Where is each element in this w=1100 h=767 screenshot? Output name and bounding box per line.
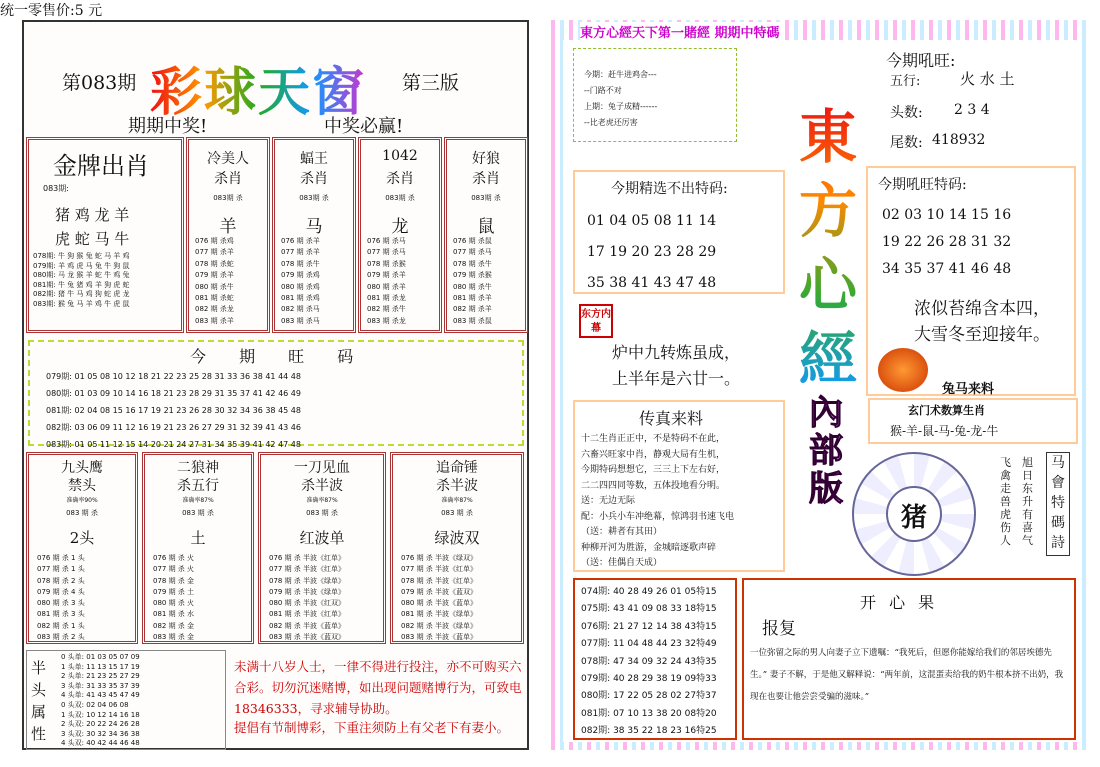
kill-box bbox=[142, 452, 254, 644]
gold-issue: 083期: bbox=[43, 184, 69, 193]
kill-answer: 2头 bbox=[69, 529, 95, 547]
happy-title: 开 心 果 bbox=[860, 593, 939, 612]
hist-line: 077 期 杀 火 bbox=[153, 565, 195, 574]
hist-line: 083 期 杀 2 头 bbox=[37, 633, 85, 642]
hist-line: 083期: 猴 兔 马 羊 鸡 牛 虎 鼠 bbox=[33, 299, 130, 308]
kill-zodiac-box bbox=[358, 137, 442, 333]
hot-row: 079期: 01 05 08 10 12 18 21 22 23 25 28 31 33 36 38 41 44 48 bbox=[46, 372, 301, 381]
hist-line: 076 期 杀 半波《红单》 bbox=[269, 554, 346, 562]
half-row: 3 头单: 31 33 35 37 39 bbox=[61, 681, 140, 690]
hist-line: 079 期 杀鸡 bbox=[281, 271, 320, 280]
col-answer: 羊 bbox=[219, 217, 237, 237]
hot-numbers-title: 今 期 旺 码 bbox=[190, 347, 368, 366]
fax-line: 送：无边无际 bbox=[581, 496, 636, 506]
kill-subtitle: 禁头 bbox=[68, 478, 96, 494]
hot-code-row: 34 35 37 41 46 48 bbox=[882, 261, 1012, 277]
fax-box bbox=[573, 400, 785, 572]
pick-box bbox=[573, 170, 785, 294]
vert-text-2: 旭日东升有喜气 bbox=[1022, 456, 1033, 547]
hist-line: 082 期 杀 半波《蓝单》 bbox=[269, 621, 346, 630]
col-title: 蝠王 bbox=[300, 151, 328, 167]
hist-line: 078 期 杀 2 头 bbox=[37, 576, 85, 585]
hist-line: 081 期 杀羊 bbox=[453, 294, 492, 303]
hist-line: 076 期 杀鸡 bbox=[195, 237, 234, 245]
gold-row-1: 猪 鸡 龙 羊 bbox=[55, 206, 130, 224]
hist-line: 078 期 杀猴 bbox=[367, 259, 406, 268]
verse-luzhong-2: 上半年是六廿一。 bbox=[612, 369, 741, 388]
hist-line: 080 期 杀 火 bbox=[153, 599, 195, 608]
hist-line: 082期: 猪 牛 马 鸡 狗 蛇 虎 龙 bbox=[33, 290, 130, 298]
col-issue: 083期 杀 bbox=[471, 194, 501, 202]
poem-box bbox=[573, 48, 737, 142]
hist-line: 080 期 杀 3 头 bbox=[37, 599, 85, 608]
verse-line-1: 浓似苔绵含本四， bbox=[914, 299, 1050, 319]
fax-line: 今期特码想想它，三三上下左右好， bbox=[581, 465, 726, 475]
happy-box bbox=[742, 578, 1076, 740]
kill-answer: 绿波双 bbox=[434, 529, 480, 547]
wheel-center-char: 猪 bbox=[901, 503, 928, 533]
col-subtitle: 杀肖 bbox=[300, 171, 328, 187]
hot-numbers-box bbox=[28, 340, 524, 449]
kill-subtitle: 杀半波 bbox=[301, 478, 343, 494]
slogan-left: 期期中奖! bbox=[128, 116, 208, 137]
poem-line: --门路不对 bbox=[584, 86, 622, 95]
zodiac-wheel bbox=[852, 452, 976, 576]
hist-line: 082 期 杀 半波《绿单》 bbox=[401, 621, 478, 630]
hist-line: 083 期 杀鼠 bbox=[453, 316, 492, 325]
hist-line: 082 期 杀马 bbox=[281, 305, 320, 314]
result-row: 080期: 17 22 05 28 02 27特37 bbox=[581, 691, 717, 702]
kill-answer: 红波单 bbox=[299, 529, 345, 547]
col-subtitle: 杀肖 bbox=[472, 171, 500, 187]
tu-ma-lai: 兔马来料 bbox=[942, 382, 995, 397]
hist-line: 078 期 杀 半波《绿单》 bbox=[269, 576, 346, 585]
hist-line: 080 期 杀牛 bbox=[453, 282, 492, 291]
hist-line: 083 期 杀 金 bbox=[153, 633, 195, 642]
pick-row: 35 38 41 43 47 48 bbox=[587, 275, 717, 291]
col-answer: 龙 bbox=[391, 217, 409, 237]
gold-row-2: 虎 蛇 马 牛 bbox=[55, 230, 130, 248]
kill-title: 二狼神 bbox=[177, 460, 219, 476]
hist-line: 082 期 杀 金 bbox=[153, 621, 195, 630]
half-row: 0 头单: 01 03 05 07 09 bbox=[61, 653, 140, 661]
kill-zodiac-box bbox=[186, 137, 270, 333]
vert-text-1: 飞禽走兽虎伤人 bbox=[1000, 456, 1011, 547]
pick-title: 今期精选不出特码: bbox=[611, 181, 728, 197]
logo-title: 彩球天窗 bbox=[150, 50, 366, 125]
vertical-subtitle: 內部版 bbox=[809, 393, 843, 509]
fax-lines bbox=[581, 432, 734, 572]
kill-title: 九头鹰 bbox=[61, 460, 103, 476]
slogan-right: 中奖必赢! bbox=[324, 116, 404, 137]
col-title: 冷美人 bbox=[207, 151, 249, 167]
pick-row: 01 04 05 08 11 14 bbox=[587, 213, 717, 229]
happy-subtitle: 报复 bbox=[762, 619, 796, 639]
wx-value: 火 水 土 bbox=[960, 70, 1015, 88]
kill-zodiac-box bbox=[444, 137, 528, 333]
hist-line: 080 期 杀鸡 bbox=[281, 282, 320, 291]
hot-row: 080期: 01 03 09 10 14 16 18 21 23 28 29 31 35 37 41 42 46 49 bbox=[46, 389, 301, 398]
fax-line: 六畜兴旺家中肖，静观大局有生机， bbox=[581, 449, 726, 460]
poem-line: --比老虎还厉害 bbox=[584, 118, 638, 127]
verse-luzhong-1: 炉中九转炼虽成， bbox=[612, 343, 741, 362]
hist-line: 082 期 杀牛 bbox=[367, 305, 406, 314]
hist-line: 079 期 杀 半波《绿单》 bbox=[269, 587, 346, 596]
poem-line: 上期：兔子成精------ bbox=[584, 102, 658, 111]
results-box bbox=[573, 578, 737, 740]
hist-line: 080 期 杀 半波《蓝单》 bbox=[401, 599, 478, 608]
hist-line: 082 期 杀龙 bbox=[195, 305, 234, 314]
hist-line: 081 期 杀 半波《红单》 bbox=[269, 610, 346, 619]
col-subtitle: 杀肖 bbox=[386, 171, 414, 187]
hot-code-title: 今期吼旺特码: bbox=[878, 177, 967, 193]
hot-numbers-rows bbox=[46, 368, 301, 453]
hot-row: 083期: 01 05 11 12 15 14 20 21 24 27 31 34 35 39 41 42 47 48 bbox=[46, 440, 301, 449]
half-row: 3 头双: 30 32 34 36 38 bbox=[61, 729, 140, 738]
kill-rate: 准确率90% bbox=[66, 497, 98, 504]
kill-subtitle: 杀半波 bbox=[436, 478, 478, 494]
hist-line: 083 期 杀龙 bbox=[367, 316, 406, 325]
head-label: 头数: bbox=[890, 105, 923, 121]
hist-line: 079 期 杀羊 bbox=[195, 271, 234, 280]
tail-value: 418932 bbox=[932, 132, 986, 148]
half-head-rows bbox=[61, 653, 140, 749]
hot-title: 今期吼旺: bbox=[886, 51, 956, 70]
col-issue: 083期 杀 bbox=[299, 194, 329, 202]
happy-text: 一位弥留之际的男人向妻子立下遗嘱：“我死后，但愿你能嫁给我们的邻居埃德先生。” 妻子不解，于是他又解释说：“两年前，这混蛋卖给我的奶牛根本挤不出奶，我现在也要让他尝尝受骗的滋味。” bbox=[750, 648, 1064, 702]
hot-code-box bbox=[866, 166, 1076, 396]
hist-line: 077 期 杀羊 bbox=[281, 248, 320, 257]
hist-line: 079 期 杀羊 bbox=[367, 271, 406, 280]
left-page bbox=[22, 20, 529, 750]
gold-title: 金牌出肖 bbox=[53, 152, 149, 180]
kill-box bbox=[258, 452, 386, 644]
hist-line: 077 期 杀马 bbox=[367, 248, 406, 257]
result-row: 075期: 43 41 09 08 33 18特15 bbox=[581, 604, 717, 615]
hist-line: 078 期 杀蛇 bbox=[195, 259, 234, 268]
retail-price: 统一零售价:5 元 bbox=[0, 3, 103, 19]
notice-text: 未满十八岁人士，一律不得进行投注，亦不可购买六合彩。切勿沉迷赌博，如出现问题赌博行为，可致电18346333，寻求辅导协助。 bbox=[234, 659, 522, 716]
result-row: 077期: 11 04 48 44 23 32特49 bbox=[581, 639, 717, 650]
hist-line: 078期: 牛 狗 猴 兔 蛇 马 羊 鸡 bbox=[33, 252, 130, 260]
hist-line: 081期: 牛 兔 猪 鸡 羊 狗 虎 蛇 bbox=[33, 280, 130, 289]
xuanmen-title: 玄门术数算生肖 bbox=[908, 404, 985, 417]
pick-rows bbox=[587, 206, 716, 299]
half-row: 0 头双: 02 04 06 08 bbox=[61, 700, 129, 709]
hist-line: 082 期 杀羊 bbox=[453, 305, 492, 314]
gold-history bbox=[33, 252, 130, 309]
hist-line: 080 期 杀 半波《红双》 bbox=[269, 599, 346, 608]
hist-line: 081 期 杀鸡 bbox=[281, 294, 320, 303]
hist-line: 081 期 杀 水 bbox=[153, 610, 195, 619]
half-row: 1 头双: 10 12 14 16 18 bbox=[61, 710, 140, 719]
result-row: 074期: 40 28 49 26 01 05特15 bbox=[581, 587, 717, 597]
hist-line: 076 期 杀 半波《绿双》 bbox=[401, 554, 478, 562]
fax-title: 传真来料 bbox=[639, 409, 704, 428]
hist-line: 080 期 杀羊 bbox=[367, 282, 406, 291]
kill-box bbox=[26, 452, 138, 644]
hist-line: 079 期 杀 土 bbox=[153, 587, 195, 596]
kill-issue: 083 期 杀 bbox=[182, 509, 214, 517]
col-issue: 083期 杀 bbox=[213, 194, 243, 202]
half-row: 2 头双: 20 22 24 26 28 bbox=[61, 720, 140, 729]
kill-title: 一刀见血 bbox=[294, 460, 350, 476]
hist-line: 082 期 杀 1 头 bbox=[37, 621, 85, 630]
hist-line: 083 期 杀 半波《蓝单》 bbox=[401, 633, 478, 642]
hist-line: 076 期 杀鼠 bbox=[453, 237, 492, 245]
hist-line: 077 期 杀马 bbox=[453, 248, 492, 257]
hist-line: 078 期 杀 金 bbox=[153, 576, 195, 585]
hist-line: 080期: 马 龙 猴 羊 蛇 牛 鸡 兔 bbox=[33, 271, 130, 279]
kill-rate: 准确率87% bbox=[182, 497, 214, 504]
hist-line: 077 期 杀 半波《红单》 bbox=[269, 565, 346, 574]
hist-line: 081 期 杀 半波《绿单》 bbox=[401, 610, 478, 619]
kill-title: 追命锤 bbox=[436, 460, 478, 476]
kill-zodiac-box bbox=[272, 137, 356, 333]
head-value: 2 3 4 bbox=[954, 102, 990, 118]
fax-line: 配：小兵小车冲绝幕，惊鸿羽书速飞电 bbox=[581, 511, 735, 522]
hot-row: 081期: 02 04 08 15 16 17 19 21 23 26 28 30 32 34 36 38 45 48 bbox=[46, 406, 301, 415]
hot-row: 082期: 03 06 09 11 12 16 19 21 23 26 27 29 31 32 39 41 43 46 bbox=[46, 423, 301, 432]
hist-line: 081 期 杀龙 bbox=[367, 294, 406, 303]
kill-issue: 083 期 杀 bbox=[441, 509, 473, 517]
result-row: 082期: 38 35 22 18 23 16特25 bbox=[581, 726, 717, 737]
hist-line: 079 期 杀 4 头 bbox=[37, 587, 85, 596]
banner: 東方心經天下第一賭經 期期中特碼 bbox=[580, 22, 780, 41]
vertical-title: 東方心經 bbox=[796, 100, 860, 396]
fax-line: （送：耕者有其田） bbox=[581, 527, 663, 537]
pick-row: 17 19 20 23 28 29 bbox=[587, 244, 717, 260]
hist-line: 079 期 杀猴 bbox=[453, 271, 492, 280]
fax-line: （送：佳偶自天成） bbox=[581, 558, 663, 568]
stamp: 东方内幕 bbox=[579, 304, 613, 338]
kill-issue: 083 期 杀 bbox=[66, 509, 98, 517]
hist-line: 080 期 杀牛 bbox=[195, 282, 234, 291]
wx-label: 五行: bbox=[890, 74, 921, 89]
xuanmen-row: 猴-羊-鼠-马-兔-龙-牛 bbox=[890, 424, 999, 438]
verse-line-2: 大雪冬至迎接年。 bbox=[914, 325, 1050, 345]
hist-line: 083 期 杀马 bbox=[281, 316, 320, 325]
poem-line: 今期：赶牛进鸡舍--- bbox=[584, 70, 657, 79]
kill-rate: 准确率87% bbox=[441, 497, 473, 504]
col-issue: 083期 杀 bbox=[385, 194, 415, 202]
hist-line: 081 期 杀蛇 bbox=[195, 294, 234, 303]
half-row: 1 头单: 11 13 15 17 19 bbox=[61, 662, 140, 671]
half-head-box bbox=[26, 650, 226, 750]
hist-line: 078 期 杀牛 bbox=[453, 259, 492, 268]
result-row: 079期: 40 28 29 38 19 09特33 bbox=[581, 674, 717, 685]
half-row: 4 头双: 40 42 44 46 48 bbox=[61, 739, 140, 748]
poem-lines bbox=[584, 67, 657, 131]
half-head-title: 半头属性 bbox=[31, 659, 47, 743]
hist-line: 078 期 杀 半波《红单》 bbox=[401, 576, 478, 585]
hist-line: 076 期 杀 火 bbox=[153, 554, 195, 562]
hot-code-row: 19 22 26 28 31 32 bbox=[882, 234, 1012, 250]
col-answer: 鼠 bbox=[477, 217, 495, 237]
hot-code-row: 02 03 10 14 15 16 bbox=[882, 207, 1012, 223]
hist-line: 077 期 杀 1 头 bbox=[37, 565, 85, 574]
tail-label: 尾数: bbox=[890, 135, 923, 151]
kill-box bbox=[390, 452, 524, 644]
gold-shengxiao-box bbox=[26, 137, 184, 333]
hist-line: 079 期 杀 半波《蓝双》 bbox=[401, 587, 478, 596]
half-row: 4 头单: 41 43 45 47 49 bbox=[61, 691, 140, 700]
kill-issue: 083 期 杀 bbox=[306, 509, 338, 517]
fax-line: 二二四四同等数，五体投地看分明。 bbox=[581, 480, 726, 491]
result-row: 076期: 21 27 12 14 38 43特15 bbox=[581, 621, 717, 632]
hist-line: 083 期 杀羊 bbox=[195, 316, 234, 325]
hist-line: 078 期 杀牛 bbox=[281, 259, 320, 268]
kill-subtitle: 杀五行 bbox=[177, 478, 219, 494]
notice-text-2: 提倡有节制博彩，下重注须防上有父老下有妻小。 bbox=[234, 720, 510, 735]
hot-box bbox=[868, 40, 1078, 158]
hist-line: 077 期 杀 半波《红单》 bbox=[401, 565, 478, 574]
edition-label: 第三版 bbox=[402, 72, 460, 94]
col-title: 好狼 bbox=[472, 151, 500, 167]
hist-line: 076 期 杀马 bbox=[367, 237, 406, 245]
hot-code-rows bbox=[882, 202, 1011, 283]
results-list bbox=[581, 584, 717, 741]
xuanmen-box bbox=[868, 398, 1078, 444]
hist-line: 083 期 杀 半波《蓝双》 bbox=[269, 633, 346, 642]
col-title: 1042 bbox=[382, 148, 418, 164]
fax-line: 种柳开河为胜游，金城暗逐歌声碎 bbox=[581, 542, 717, 553]
issue-number: 第083期 bbox=[62, 72, 137, 94]
fax-line: 十二生肖正正中，不是特码不在此， bbox=[581, 434, 726, 444]
col-answer: 马 bbox=[305, 217, 323, 237]
kill-answer: 土 bbox=[190, 529, 206, 547]
hist-line: 076 期 杀羊 bbox=[281, 237, 320, 245]
result-row: 078期: 47 34 09 32 24 43特35 bbox=[581, 656, 717, 667]
kill-rate: 准确率87% bbox=[306, 497, 338, 504]
result-row: 081期: 07 10 13 38 20 08特20 bbox=[581, 708, 717, 719]
tiger-image bbox=[878, 348, 928, 392]
half-row: 2 头单: 21 23 25 27 29 bbox=[61, 672, 140, 681]
hist-line: 076 期 杀 1 头 bbox=[37, 554, 85, 562]
col-subtitle: 杀肖 bbox=[214, 171, 242, 187]
vert-text-3: 马會特碼詩 bbox=[1046, 452, 1070, 556]
hist-line: 081 期 杀 3 头 bbox=[37, 610, 85, 619]
hist-line: 077 期 杀羊 bbox=[195, 248, 234, 257]
hist-line: 079期: 羊 鸡 虎 马 兔 牛 狗 鼠 bbox=[33, 261, 130, 270]
